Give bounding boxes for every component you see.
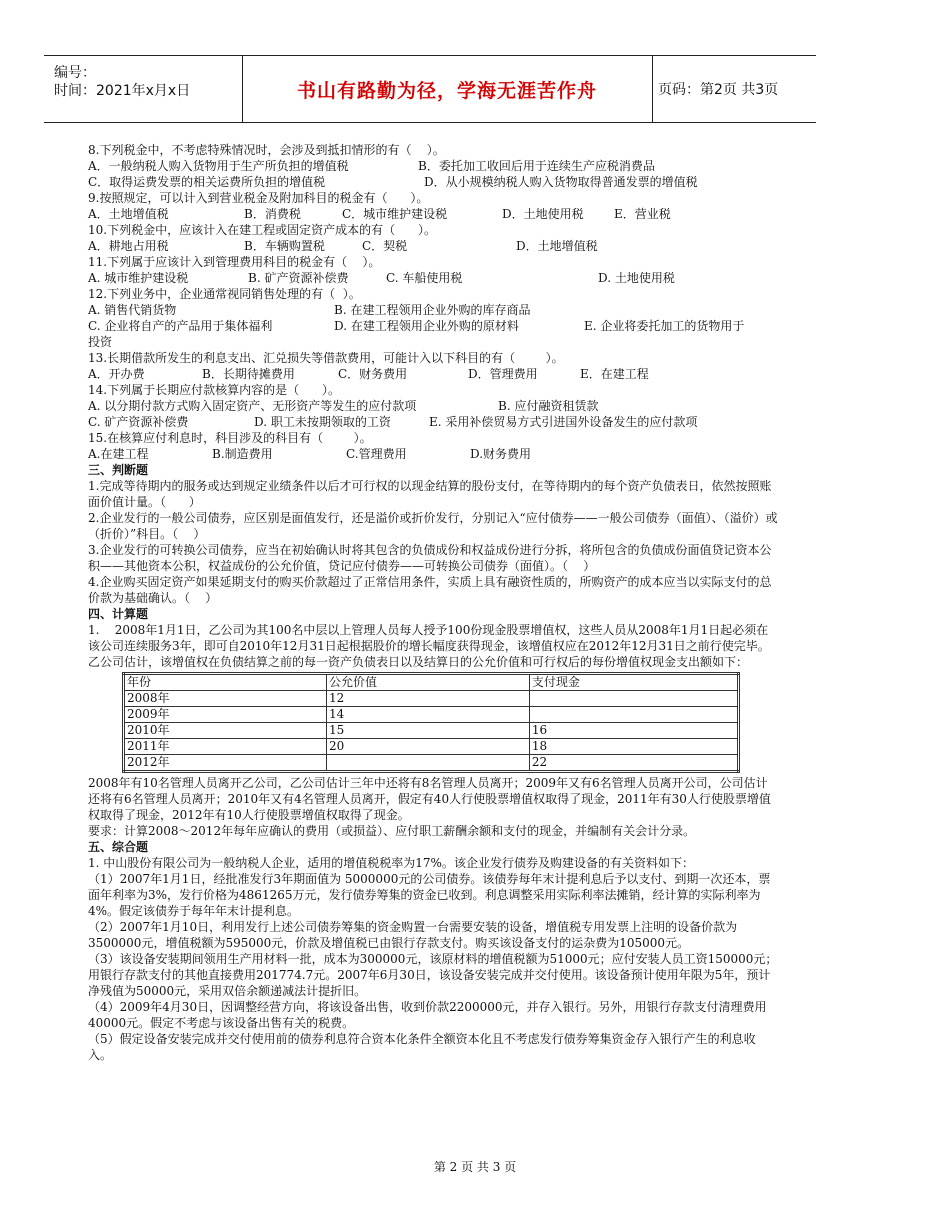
q11-option-d: D. 土地使用税 bbox=[598, 271, 675, 285]
judge-item-4: 4.企业购买固定资产如果延期支付的购买价款超过了正常信用条件，实质上具有融资性质的，所购资产的成本应当以实际支付的总价款为基础确认。（ ） bbox=[88, 575, 772, 605]
q12-option-e-continued: 投资 bbox=[88, 335, 113, 349]
header-left-cell bbox=[44, 56, 243, 122]
header-motto-cell bbox=[242, 56, 653, 122]
table-cell: 15 bbox=[326, 723, 529, 739]
q13-option-b: B．长期待摊费用 bbox=[202, 367, 295, 381]
question-15-options bbox=[88, 446, 778, 462]
question-10-options bbox=[88, 238, 778, 254]
question-9-options bbox=[88, 206, 778, 222]
number-label: 编号： bbox=[54, 65, 96, 81]
table-row bbox=[124, 739, 739, 755]
q11-option-b: B. 矿产资源补偿费 bbox=[248, 271, 349, 285]
table-cell bbox=[529, 691, 738, 707]
q10-option-d: D．土地增值税 bbox=[516, 239, 598, 253]
table-header-cell: 公允价值 bbox=[326, 674, 529, 691]
table-cell: 16 bbox=[529, 723, 738, 739]
question-13-options bbox=[88, 366, 778, 382]
q9-option-b: B．消费税 bbox=[244, 207, 301, 221]
q10-option-b: B．车辆购置税 bbox=[244, 239, 325, 253]
table-header-row bbox=[124, 674, 739, 691]
table-cell: 2012年 bbox=[124, 755, 327, 772]
calc-requirement: 要求：计算2008～2012年每年应确认的费用（或损益）、应付职工薪酬余额和支付的现金，并编制有关会计分录。 bbox=[88, 824, 696, 838]
question-14-options-row2 bbox=[88, 414, 778, 430]
calc-intro: 1. 2008年1月1日，乙公司为其100名中层以上管理人员每人授予100份现金股票增值权，这些人员从2008年1月1日起必须在该公司连续服务3年，即可自2010年12月31日起根据股价的增长幅度获得现金，该增值权应在2012年12月31日之前行使完毕。乙公司估计，该增值权在负债结算之前的每一资产负债表日以及结算日的公允价值和可行权后的每份增值权现金支出额如下： bbox=[88, 623, 770, 669]
q14-option-b: B. 应付融资租赁款 bbox=[498, 399, 599, 413]
q9-option-e: E．营业税 bbox=[614, 207, 671, 221]
header-page-cell bbox=[652, 56, 816, 122]
question-10-stem: 10.下列税金中，应该计入在建工程或固定资产成本的有（ ）。 bbox=[88, 223, 436, 237]
question-8-stem: 8.下列税金中，不考虑特殊情况时，会涉及到抵扣情形的有（ ）。 bbox=[88, 143, 445, 157]
table-row bbox=[124, 755, 739, 772]
table-cell: 14 bbox=[326, 707, 529, 723]
q8-option-b: B．委托加工收回后用于连续生产应税消费品 bbox=[418, 159, 655, 173]
q15-option-a: A.在建工程 bbox=[88, 447, 149, 461]
table-row bbox=[124, 707, 739, 723]
q14-option-a: A. 以分期付款方式购入固定资产、无形资产等发生的应付款项 bbox=[88, 399, 417, 413]
document-body bbox=[88, 142, 778, 1063]
q13-option-c: C．财务费用 bbox=[338, 367, 408, 381]
table-cell bbox=[529, 707, 738, 723]
table-cell bbox=[326, 755, 529, 772]
q14-option-d: D. 职工未按期领取的工资 bbox=[254, 415, 391, 429]
calc-after-text: 2008年有10名管理人员离开乙公司，乙公司估计三年中还将有8名管理人员离开；2009年又有6名管理人员离开公司，公司估计还将有6名管理人员离开；2010年又有4名管理人员离开，假定有40人行使股票增值权取得了现金，2011年有30人行使股票增值权取得了现金，2012年有10人行使股票增值权取得了现金。 bbox=[88, 776, 771, 822]
table-cell: 22 bbox=[529, 755, 738, 772]
section-calc-title: 四、计算题 bbox=[88, 607, 149, 621]
judge-item-1: 1.完成等待期内的服务或达到规定业绩条件以后才可行权的以现金结算的股份支付，在等待期内的每个资产负债表日，依然按照账面价值计量。（ ） bbox=[88, 479, 772, 509]
question-12-stem: 12.下列业务中，企业通常视同销售处理的有（ ）。 bbox=[88, 287, 361, 301]
q13-option-e: E．在建工程 bbox=[580, 367, 649, 381]
question-12-options-row2 bbox=[88, 318, 778, 334]
comp-para-5: （5）假定设备安装完成并交付使用前的债券利息符合资本化条件全额资本化且不考虑发行债券筹集资金存入银行产生的利息收入。 bbox=[88, 1032, 756, 1062]
q11-option-c: C. 车船使用税 bbox=[386, 271, 463, 285]
table-cell: 2010年 bbox=[124, 723, 327, 739]
q12-option-c: C. 企业将自产的产品用于集体福利 bbox=[88, 319, 273, 333]
page-header bbox=[44, 55, 816, 123]
question-11-stem: 11.下列属于应该计入到管理费用科目的税金有（ ）。 bbox=[88, 255, 381, 269]
table-row bbox=[124, 691, 739, 707]
section-judge-title: 三、判断题 bbox=[88, 463, 149, 477]
fair-value-table bbox=[122, 672, 740, 773]
q14-option-c: C. 矿产资源补偿费 bbox=[88, 415, 189, 429]
q10-option-a: A．耕地占用税 bbox=[88, 239, 169, 253]
q12-option-e: E. 企业将委托加工的货物用于 bbox=[584, 319, 745, 333]
question-15-stem: 15.在核算应付利息时，科目涉及的科目有（ ）。 bbox=[88, 431, 372, 445]
comp-para-2: （2）2007年1月10日，利用发行上述公司债券筹集的资金购置一台需要安装的设备，增值税专用发票上注明的设备价款为3500000元，增值税额为595000元，价款及增值税已由银行存款支付。购买该设备支付的运杂费为105000元。 bbox=[88, 920, 738, 950]
motto: 书山有路勤为径，学海无涯苦作舟 bbox=[296, 79, 597, 102]
q12-option-a: A. 销售代销货物 bbox=[88, 303, 177, 317]
table-header-cell: 支付现金 bbox=[529, 674, 738, 691]
table-cell: 20 bbox=[326, 739, 529, 755]
q12-option-b: B. 在建工程领用企业外购的库存商品 bbox=[334, 303, 531, 317]
q8-option-c: C．取得运费发票的相关运费所负担的增值税 bbox=[88, 175, 326, 189]
question-11-options bbox=[88, 270, 778, 286]
comp-para-1: （1）2007年1月1日，经批准发行3年期面值为 5000000元的公司债券。该债券每年末计提利息后予以支付、到期一次还本，票面年利率为3%，发行价格为4861265万元，发行债券筹集的资金已收到。利息调整采用实际利率法摊销，经计算的实际利率为4%。假定该债券于每年年末计提利息。 bbox=[88, 872, 771, 918]
q15-option-d: D.财务费用 bbox=[470, 447, 532, 461]
page-code: 页码：第2页 共3页 bbox=[658, 82, 779, 98]
q15-option-b: B.制造费用 bbox=[212, 447, 273, 461]
judge-item-2: 2.企业发行的一般公司债券，应区别是面值发行，还是溢价或折价发行，分别记入“应付债券——一般公司债券（面值）、（溢价）或（折价）”科目。（ ） bbox=[88, 511, 778, 541]
table-cell: 2011年 bbox=[124, 739, 327, 755]
table-cell: 2008年 bbox=[124, 691, 327, 707]
q14-option-e: E. 采用补偿贸易方式引进国外设备发生的应付款项 bbox=[429, 415, 698, 429]
q9-option-d: D．土地使用税 bbox=[502, 207, 584, 221]
question-8-options-row2 bbox=[88, 174, 778, 190]
q15-option-c: C.管理费用 bbox=[346, 447, 407, 461]
q9-option-c: C．城市维护建设税 bbox=[342, 207, 448, 221]
q9-option-a: A．土地增值税 bbox=[88, 207, 169, 221]
question-8-options-row1 bbox=[88, 158, 778, 174]
table-cell: 12 bbox=[326, 691, 529, 707]
question-9-stem: 9.按照规定，可以计入到营业税金及附加科目的税金有（ ）。 bbox=[88, 191, 429, 205]
question-12-options-row1 bbox=[88, 302, 778, 318]
table-cell: 18 bbox=[529, 739, 738, 755]
comp-para-intro: 1. 中山股份有限公司为一般纳税人企业，适用的增值税税率为17%。该企业发行债券及购建设备的有关资料如下： bbox=[88, 856, 694, 870]
comp-para-3: （3）该设备安装期间领用生产用材料一批，成本为300000元，该原材料的增值税额为51000元；应付安装人员工资150000元；用银行存款支付的其他直接费用201774.7元。2007年6月30日，该设备安装完成并交付使用。该设备预计使用年限为5年，预计净残值为50000元，采用双倍余额递减法计提折旧。 bbox=[88, 952, 778, 998]
section-comp-title: 五、综合题 bbox=[88, 840, 149, 854]
q13-option-d: D．管理费用 bbox=[468, 367, 538, 381]
question-14-options-row1 bbox=[88, 398, 778, 414]
q8-option-d: D．从小规模纳税人购入货物取得普通发票的增值税 bbox=[424, 175, 698, 189]
comp-para-4: （4）2009年4月30日，因调整经营方向，将该设备出售，收到价款2200000元，并存入银行。另外，用银行存款支付清理费用40000元。假定不考虑与该设备出售有关的税费。 bbox=[88, 1000, 767, 1030]
q13-option-a: A．开办费 bbox=[88, 367, 145, 381]
q12-option-d: D. 在建工程领用企业外购的原材料 bbox=[334, 319, 519, 333]
q10-option-c: C．契税 bbox=[362, 239, 408, 253]
question-14-stem: 14.下列属于长期应付款核算内容的是（ ）。 bbox=[88, 383, 340, 397]
judge-item-3: 3.企业发行的可转换公司债券，应当在初始确认时将其包含的负债成份和权益成份进行分拆，将所包含的负债成份面值贷记资本公积——其他资本公积，权益成份的公允价值，贷记应付债券——可转换公司债券（面值）。（ ） bbox=[88, 543, 772, 573]
page-footer: 第 2 页 共 3 页 bbox=[433, 1160, 517, 1174]
q11-option-a: A. 城市维护建设税 bbox=[88, 271, 189, 285]
time-label: 时间：2021年x月x日 bbox=[54, 83, 191, 99]
table-cell: 2009年 bbox=[124, 707, 327, 723]
question-13-stem: 13.长期借款所发生的利息支出、汇兑损失等借款费用，可能计入以下科目的有（ ）。 bbox=[88, 351, 564, 365]
table-header-cell: 年份 bbox=[124, 674, 327, 691]
q8-option-a: A．一般纳税人购入货物用于生产所负担的增值税 bbox=[88, 159, 349, 173]
table-row bbox=[124, 723, 739, 739]
